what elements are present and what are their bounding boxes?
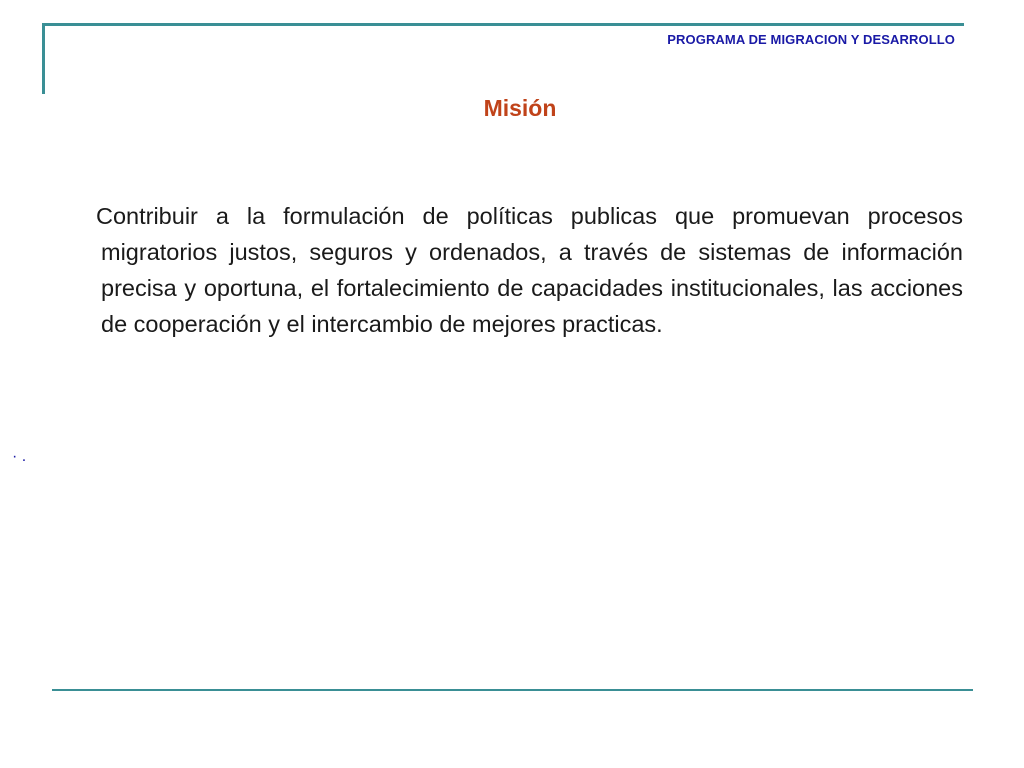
program-header: PROGRAMA DE MIGRACION Y DESARROLLO [667,32,955,47]
mission-text: Contribuir a la formulación de políticas publicas que promuevan procesos migratorios justos, seguros y ordenados, a través de sistemas de información precisa y oportuna, el fortalecimiento de capacidades institucionales, las acciones de cooperación y el intercambio de mejores practicas. [96,203,963,337]
top-frame-line [42,23,964,26]
stray-marks: · . [12,448,27,465]
slide-title: Misión [483,95,557,121]
left-frame-line [42,23,45,94]
bottom-frame-line [52,689,973,691]
